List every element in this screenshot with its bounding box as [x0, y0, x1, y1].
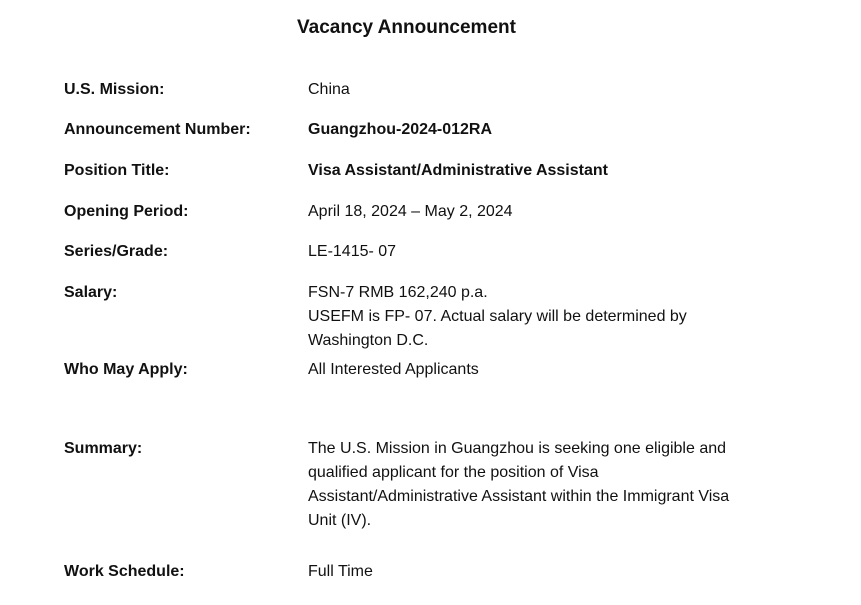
field-value: LE-1415- 07 — [308, 243, 397, 260]
field-value: April 18, 2024 – May 2, 2024 — [308, 203, 513, 220]
field-value: All Interested Applicants — [308, 361, 479, 378]
salary-line: USEFM is FP- 07. Actual salary will be determined by — [308, 308, 687, 325]
field-label: U.S. Mission: — [64, 81, 165, 98]
summary-line: The U.S. Mission in Guangzhou is seeking one eligible and — [308, 440, 727, 457]
field-value: Guangzhou-2024-012RA — [308, 121, 493, 138]
field-label: Position Title: — [64, 162, 170, 179]
summary-line: Unit (IV). — [308, 512, 372, 529]
salary-line: Washington D.C. — [308, 332, 429, 349]
field-label: Series/Grade: — [64, 243, 169, 260]
field-value — [308, 437, 808, 533]
summary-line: qualified applicant for the position of Visa — [308, 464, 599, 481]
field-label: Announcement Number: — [64, 121, 251, 138]
field-value: China — [308, 81, 350, 98]
summary-line: Assistant/Administrative Assistant within the Immigrant Visa — [308, 488, 730, 505]
document-title: Vacancy Announcement — [297, 17, 516, 38]
field-label: Who May Apply: — [64, 361, 188, 378]
field-label: Work Schedule: — [64, 563, 185, 580]
field-value: Visa Assistant/Administrative Assistant — [308, 162, 608, 179]
field-label: Salary: — [64, 284, 118, 301]
field-label: Summary: — [64, 440, 143, 457]
field-value: Full Time — [308, 563, 373, 580]
field-value — [308, 281, 808, 353]
field-label: Opening Period: — [64, 203, 189, 220]
salary-line: FSN-7 RMB 162,240 p.a. — [308, 284, 488, 301]
